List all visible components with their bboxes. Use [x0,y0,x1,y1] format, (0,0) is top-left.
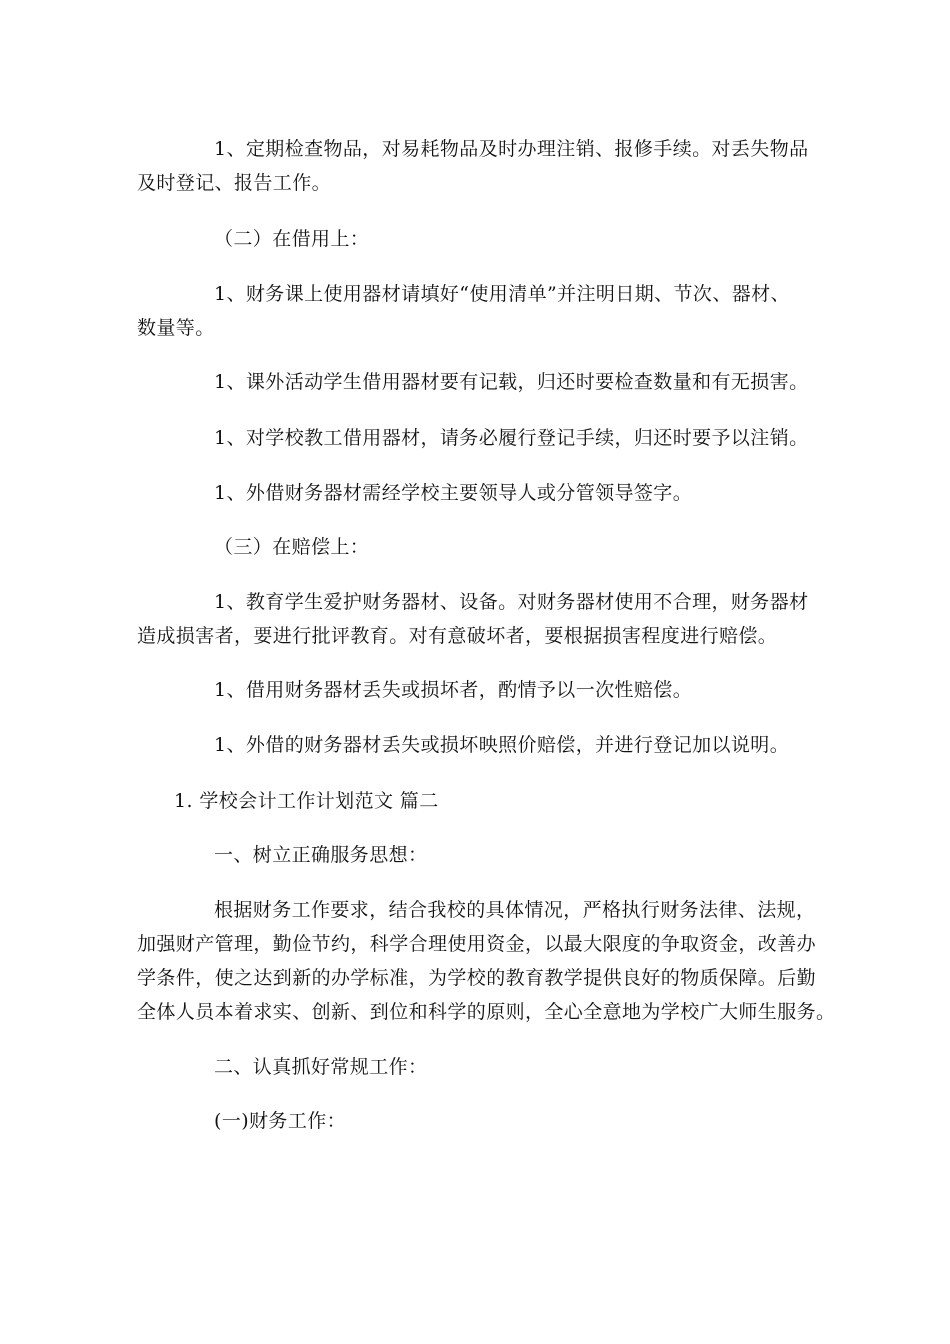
section-heading: (一)财务工作： [214,1110,347,1132]
section-heading: 二、认真抓好常规工作： [214,1056,428,1078]
paragraph-line: 1、教育学生爱护财务器材、设备。对财务器材使用不合理，财务器材 [214,591,809,613]
section-heading: （三）在赔偿上： [214,536,370,558]
paragraph-line: 数量等。 [137,317,215,339]
paragraph-line: 1、对学校教工借用器材，请务必履行登记手续，归还时要予以注销。 [214,427,809,449]
paragraph-line: 1、财务课上使用器材请填好“使用清单”并注明日期、节次、器材、 [214,283,790,305]
paragraph-line: 1、课外活动学生借用器材要有记载，归还时要检查数量和有无损害。 [214,371,809,393]
paragraph-line: 1、外借的财务器材丢失或损坏映照价赔偿，并进行登记加以说明。 [214,734,790,756]
article-title: 1. 学校会计工作计划范文 篇二 [174,790,439,812]
paragraph-line: 1、外借财务器材需经学校主要领导人或分管领导签字。 [214,482,693,504]
paragraph-line: 根据财务工作要求，结合我校的具体情况，严格执行财务法律、法规， [214,899,816,921]
paragraph-line: 1、借用财务器材丢失或损坏者，酌情予以一次性赔偿。 [214,679,693,701]
section-heading: 一、树立正确服务思想： [214,844,428,866]
paragraph-line: 全体人员本着求实、创新、到位和科学的原则，全心全意地为学校广大师生服务。 [137,1001,836,1023]
paragraph-line: 造成损害者，要进行批评教育。对有意破坏者，要根据损害程度进行赔偿。 [137,625,778,647]
paragraph-line: 加强财产管理，勤俭节约，科学合理使用资金，以最大限度的争取资金，改善办 [137,933,817,955]
paragraph-line: 学条件，使之达到新的办学标准，为学校的教育教学提供良好的物质保障。后勤 [137,967,817,989]
section-heading: （二）在借用上： [214,228,370,250]
paragraph-line: 1、定期检查物品，对易耗物品及时办理注销、报修手续。对丢失物品 [214,138,809,160]
paragraph-line: 及时登记、报告工作。 [137,172,332,194]
